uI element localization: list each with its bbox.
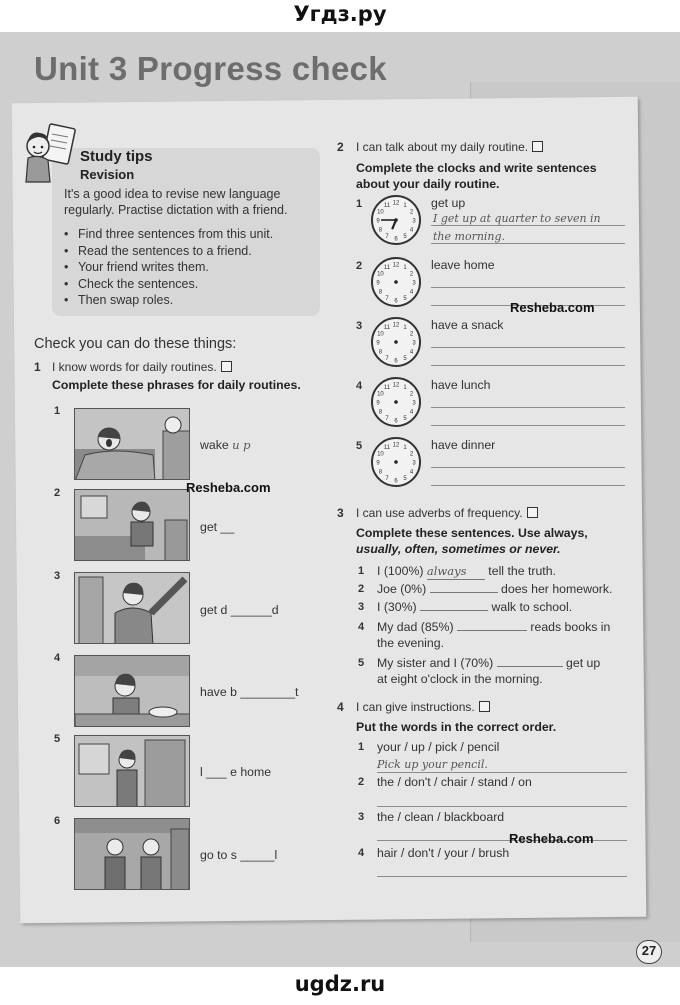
svg-text:6: 6	[394, 418, 398, 425]
svg-text:3: 3	[412, 218, 416, 225]
item-number: 3	[54, 570, 61, 582]
svg-text:2: 2	[409, 451, 414, 458]
svg-text:11: 11	[383, 202, 391, 209]
section-3-statement-text: I can use adverbs of frequency.	[356, 506, 523, 520]
item-number: 4	[54, 652, 61, 664]
section-1-number: 1	[34, 360, 41, 374]
answer-line[interactable]	[431, 407, 625, 408]
phrase-4[interactable]: have b ________t	[200, 685, 299, 699]
svg-text:3: 3	[412, 340, 416, 347]
phrase-2[interactable]: get __	[200, 520, 235, 534]
site-footer[interactable]: ugdz.ru	[294, 972, 386, 996]
section-2-statement-text: I can talk about my daily routine.	[356, 140, 529, 154]
section-3-checkbox[interactable]	[527, 507, 538, 518]
sentence-4	[377, 619, 627, 651]
order-words-4: hair / don't / your / brush	[377, 846, 510, 860]
page-number: 27	[636, 940, 662, 964]
svg-text:3: 3	[412, 460, 416, 467]
clock-item-number: 3	[356, 320, 363, 332]
study-tips-title: Study tips	[80, 148, 153, 165]
clock-item-number: 1	[356, 198, 363, 210]
sentence-1-end: tell the truth.	[484, 564, 556, 578]
section-3-statement	[356, 506, 538, 520]
clock-face-icon[interactable]	[370, 436, 422, 488]
section-2-instruction-2: about your daily routine.	[356, 177, 500, 191]
svg-text:7: 7	[385, 416, 389, 423]
svg-text:4: 4	[409, 349, 414, 356]
study-tip-item: • Then swap roles.	[64, 292, 312, 309]
sentence-1-start: I (100%)	[377, 564, 427, 578]
sentence-3-start: I (30%)	[377, 600, 421, 614]
order-number: 3	[358, 811, 365, 823]
svg-text:4: 4	[409, 409, 414, 416]
section-2-number: 2	[337, 140, 344, 154]
svg-text:3: 3	[412, 400, 416, 407]
picture-waking-up	[74, 408, 190, 480]
sentence-number: 2	[358, 583, 365, 595]
answer-line[interactable]	[431, 485, 625, 486]
clock-answer-text: I get up at quarter to seven in	[433, 212, 601, 225]
picture-getting-dressed	[74, 572, 190, 644]
sentence-5-end: get up	[562, 656, 601, 670]
svg-text:8: 8	[378, 469, 383, 476]
svg-text:9: 9	[376, 340, 380, 347]
clock-face-icon[interactable]	[370, 316, 422, 368]
section-3-instruction-2: usually, often, sometimes or never.	[356, 542, 561, 556]
sentence-2-end: does her homework.	[497, 582, 613, 596]
svg-text:12: 12	[392, 322, 400, 329]
answer-line[interactable]	[431, 467, 625, 468]
clock-face-icon[interactable]	[370, 376, 422, 428]
svg-text:3: 3	[412, 280, 416, 287]
phrase-1	[200, 438, 251, 452]
sentence-2	[377, 581, 612, 597]
svg-text:7: 7	[385, 476, 389, 483]
svg-text:6: 6	[394, 358, 398, 365]
svg-text:4: 4	[409, 289, 414, 296]
svg-text:10: 10	[377, 331, 384, 338]
sentence-2-start: Joe (0%)	[377, 582, 430, 596]
svg-text:1: 1	[403, 324, 407, 331]
svg-text:10: 10	[377, 451, 384, 458]
answer-line[interactable]	[431, 287, 625, 288]
svg-text:11: 11	[383, 324, 391, 331]
site-header[interactable]: Угдз.ру	[293, 2, 387, 26]
order-number: 1	[358, 741, 365, 753]
phrase-6[interactable]: go to s _____l	[200, 848, 278, 862]
svg-text:4: 4	[409, 469, 414, 476]
svg-text:1: 1	[403, 202, 407, 209]
clock-activity-label: have lunch	[431, 378, 491, 392]
clock-activity-label: get up	[431, 196, 466, 210]
sentence-5-continuation: at eight o'clock in the morning.	[377, 672, 543, 686]
picture-getting-up	[74, 489, 190, 561]
picture-having-breakfast	[74, 655, 190, 727]
section-4-statement	[356, 700, 490, 714]
clock-item-number: 5	[356, 440, 363, 452]
svg-text:7: 7	[385, 296, 389, 303]
phrase-5[interactable]: l ___ e home	[200, 765, 272, 779]
section-3-instruction-1: Complete these sentences. Use always,	[356, 526, 588, 540]
svg-text:8: 8	[378, 227, 383, 234]
svg-text:5: 5	[403, 416, 407, 423]
clock-answer-text: the morning.	[433, 230, 506, 243]
order-number: 4	[358, 847, 365, 859]
sentence-5	[377, 655, 627, 687]
sentence-number: 1	[358, 565, 365, 577]
item-number: 1	[54, 405, 61, 417]
svg-text:2: 2	[409, 209, 414, 216]
order-number: 2	[358, 776, 365, 788]
sentence-4-end: reads books in	[526, 620, 611, 634]
watermark-right-top: Resheba.com	[510, 300, 595, 315]
order-answer-1[interactable]: Pick up your pencil.	[377, 758, 488, 771]
section-4-instruction: Put the words in the correct order.	[356, 720, 557, 734]
section-4-number: 4	[337, 700, 344, 714]
study-tip-item: • Read the sentences to a friend.	[64, 243, 312, 260]
item-number: 6	[54, 815, 61, 827]
svg-text:2: 2	[409, 331, 414, 338]
svg-text:8: 8	[378, 289, 383, 296]
clock-item-number: 4	[356, 380, 363, 392]
clock-item-number: 2	[356, 260, 363, 272]
svg-text:6: 6	[394, 236, 398, 243]
clock-activity-label: have a snack	[431, 318, 504, 332]
svg-text:9: 9	[376, 460, 380, 467]
sentence-3	[377, 599, 572, 615]
sentence-number: 4	[358, 621, 365, 633]
watermark-left: Resheba.com	[186, 480, 271, 495]
clock-activity-label: have dinner	[431, 438, 496, 452]
study-tips-body: It's a good idea to revise new language regularly. Practise dictation with a friend.	[64, 187, 288, 217]
item-number: 5	[54, 733, 61, 745]
section-1-checkbox[interactable]	[221, 361, 232, 372]
sentence-5-blank[interactable]	[497, 666, 563, 667]
order-words-3: the / clean / blackboard	[377, 810, 505, 824]
svg-text:5: 5	[403, 356, 407, 363]
girl-with-notebook-icon	[16, 122, 80, 188]
svg-text:12: 12	[392, 382, 400, 389]
sentence-1-blank[interactable]: always	[427, 563, 485, 580]
section-3-number: 3	[337, 506, 344, 520]
svg-text:10: 10	[377, 209, 384, 216]
picture-going-to-school	[74, 818, 190, 890]
study-tip-item: • Check the sentences.	[64, 276, 312, 293]
svg-text:11: 11	[383, 264, 391, 271]
section-2-statement	[356, 140, 543, 154]
sentence-2-blank[interactable]	[430, 592, 498, 593]
svg-text:7: 7	[385, 356, 389, 363]
svg-text:12: 12	[392, 262, 400, 269]
svg-text:9: 9	[376, 280, 380, 287]
svg-text:2: 2	[409, 271, 414, 278]
sentence-3-blank[interactable]	[420, 610, 488, 611]
clock-activity-label: leave home	[431, 258, 495, 272]
svg-text:5: 5	[403, 234, 407, 241]
study-tip-item: • Your friend writes them.	[64, 259, 312, 276]
study-tips-subtitle: Revision	[80, 167, 135, 182]
clock-face-icon[interactable]	[370, 256, 422, 308]
sentence-number: 5	[358, 657, 365, 669]
order-words-1: your / up / pick / pencil	[377, 740, 500, 754]
answer-line[interactable]	[431, 243, 625, 244]
svg-text:1: 1	[403, 384, 407, 391]
svg-text:8: 8	[378, 349, 383, 356]
section-1-statement	[52, 360, 232, 374]
svg-text:6: 6	[394, 478, 398, 485]
sentence-3-end: walk to school.	[488, 600, 573, 614]
clock-face-icon[interactable]	[370, 194, 422, 246]
sentence-4-start: My dad (85%)	[377, 620, 457, 634]
answer-line[interactable]	[431, 225, 625, 226]
check-heading: Check you can do these things:	[34, 336, 237, 352]
study-tips-list	[64, 226, 312, 309]
answer-line[interactable]	[377, 876, 627, 877]
svg-text:4: 4	[409, 227, 414, 234]
svg-text:6: 6	[394, 298, 398, 305]
section-1-instruction: Complete these phrases for daily routines.	[52, 378, 301, 392]
phrase-3[interactable]: get d ______d	[200, 603, 279, 617]
section-1-statement-text: I know words for daily routines.	[52, 360, 217, 374]
watermark-right-bottom: Resheba.com	[509, 831, 594, 846]
unit-title: Unit 3 Progress check	[34, 50, 387, 87]
sentence-1	[377, 563, 556, 580]
svg-text:10: 10	[377, 271, 384, 278]
answer-line	[377, 772, 627, 773]
sentence-5-start: My sister and I (70%)	[377, 656, 497, 670]
answer-line[interactable]	[431, 347, 625, 348]
study-tip-item: • Find three sentences from this unit.	[64, 226, 312, 243]
section-2-instruction-1: Complete the clocks and write sentences	[356, 161, 597, 175]
svg-text:1: 1	[403, 264, 407, 271]
section-2-checkbox[interactable]	[532, 141, 543, 152]
svg-text:10: 10	[377, 391, 384, 398]
svg-text:11: 11	[383, 444, 391, 451]
svg-text:1: 1	[403, 444, 407, 451]
picture-leaving-home	[74, 735, 190, 807]
svg-text:9: 9	[376, 400, 380, 407]
phrase-1-answer[interactable]: u p	[232, 438, 251, 452]
svg-text:12: 12	[392, 442, 400, 449]
sentence-4-continuation: the evening.	[377, 636, 445, 650]
section-4-statement-text: I can give instructions.	[356, 700, 475, 714]
svg-text:7: 7	[385, 234, 389, 241]
svg-text:5: 5	[403, 476, 407, 483]
answer-line[interactable]	[431, 365, 625, 366]
answer-line[interactable]	[431, 425, 625, 426]
svg-text:9: 9	[376, 218, 380, 225]
svg-text:2: 2	[409, 391, 414, 398]
phrase-1-text: wake	[200, 438, 233, 452]
section-4-checkbox[interactable]	[479, 701, 490, 712]
item-number: 2	[54, 487, 61, 499]
sentence-number: 3	[358, 601, 365, 613]
svg-text:12: 12	[392, 200, 400, 207]
sentence-4-blank[interactable]	[457, 630, 527, 631]
svg-text:11: 11	[383, 384, 391, 391]
svg-text:5: 5	[403, 296, 407, 303]
answer-line[interactable]	[377, 806, 627, 807]
svg-text:8: 8	[378, 409, 383, 416]
order-words-2: the / don't / chair / stand / on	[377, 775, 532, 789]
